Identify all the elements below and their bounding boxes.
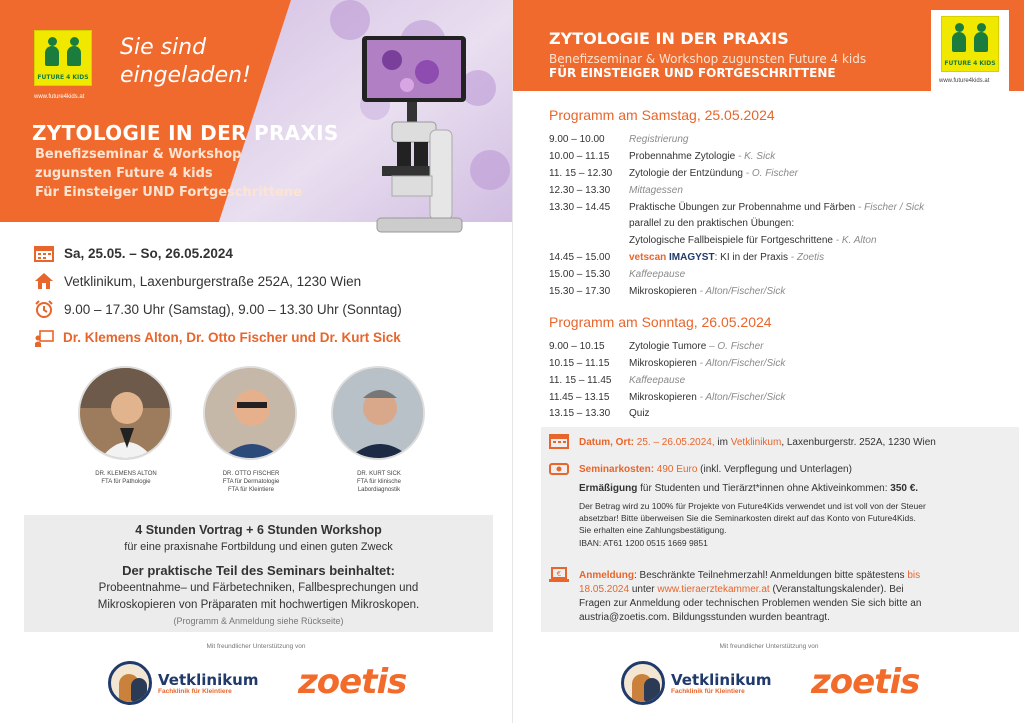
list-item: 14.45 – 15.00 vetscan IMAGYST: KI in der Praxis - Zoetis (549, 252, 825, 263)
support-text: Mit freundlicher Unterstützung von (206, 643, 306, 650)
list-item: 11. 15 – 11.45 Kaffeepause (549, 375, 686, 386)
logo-url: www.future4kids.at (34, 94, 85, 100)
portrait-caption: DR. OTTO FISCHER FTA für Dermatologie FTA für Kleintiere (222, 471, 280, 493)
logo-tab (931, 10, 1009, 95)
calendar-icon (34, 244, 54, 262)
laptop-icon (549, 567, 569, 583)
imagyst-brand: IMAGYST (669, 252, 715, 263)
registration-line: austria@zoetis.com. Bildungsstunden wurden beantragt. (579, 612, 830, 623)
list-item: 13.30 – 14.45 Praktische Übungen zur Probennahme und Färben - Fischer / Sick (549, 202, 925, 213)
vet-name: Vetklinikum (158, 670, 259, 689)
zoetis-logo: zoetis (298, 662, 407, 702)
calendar-icon (549, 433, 569, 449)
list-item: 12.30 – 13.30 Mittagessen (549, 185, 683, 196)
portrait-caption: DR. KLEMENS ALTON FTA für Pathologie (95, 471, 157, 485)
vetklinikum-logo (108, 661, 259, 705)
box-line: für eine praxisnahe Fortbildung und einen guten Zweck (124, 541, 393, 553)
vetklinikum-logo (621, 661, 772, 705)
invite-text (120, 34, 251, 90)
vet-sub: Fachklinik für Kleintiere (671, 687, 745, 695)
invite-line-2: eingeladen! (120, 63, 251, 88)
list-item: 10.00 – 11.15 Probennahme Zytologie - K. Sick (549, 151, 776, 162)
date-text: Sa, 25.05. – So, 26.05.2024 (64, 245, 233, 261)
box-line: Probeentnahme– und Färbetechniken, Fallbesprechungen und (98, 582, 419, 594)
box-note: (Programm & Anmeldung siehe Rückseite) (173, 616, 344, 626)
registration-line: Fragen zur Anmeldung oder technischen Problemen wenden Sie sich bitte an (579, 598, 922, 609)
invite-line-1: Sie sind (120, 35, 207, 60)
microscope-image (352, 30, 472, 240)
money-icon (549, 460, 569, 476)
logo-brand: FUTURE 4 KIDS (944, 60, 996, 67)
list-item: 11.45 – 13.15 Mikroskopieren - Alton/Fischer/Sick (549, 392, 786, 403)
sunday-heading: Programm am Sonntag, 26.05.2024 (549, 314, 772, 330)
subtitle-line: Benefizseminar & Workshop zugunsten Future 4 kids (549, 52, 867, 66)
fine-print: absetzbar! Bitte überweisen Sie die Seminarkosten direkt auf das Konto von Future4Kids. (579, 513, 916, 523)
list-item: 15.00 – 15.30 Kaffeepause (549, 269, 686, 280)
list-item: 15.30 – 17.30 Mikroskopieren - Alton/Fischer/Sick (549, 286, 786, 297)
list-item: 13.15 – 13.30 Quiz (549, 408, 650, 419)
box-headline: 4 Stunden Vortrag + 6 Stunden Workshop (135, 523, 382, 537)
avatar (78, 366, 172, 460)
zoetis-logo: zoetis (811, 662, 920, 702)
page-title: ZYTOLOGIE IN DER PRAXIS (549, 29, 789, 48)
event-time (34, 300, 402, 318)
logo-brand: FUTURE 4 KIDS (37, 74, 89, 81)
svg-text:€: € (556, 570, 562, 578)
portrait-caption: DR. KURT SICK FTA für klinische Labordiagnostik (357, 471, 401, 493)
event-location (34, 272, 361, 290)
list-item: 9.00 – 10.15 Zytologie Tumore – O. Fischer (549, 341, 764, 352)
back-page (512, 0, 1024, 723)
vetscan-brand: vetscan (629, 252, 667, 263)
support-text: Mit freundlicher Unterstützung von (719, 643, 819, 650)
blood-cell (470, 150, 510, 190)
subtitle-line: Für Einsteiger UND Fortgeschrittene (35, 185, 302, 200)
list-item: parallel zu den praktischen Übungen: (629, 218, 795, 229)
future4kids-logo (34, 30, 92, 86)
logo-url: www.future4kids.at (939, 78, 990, 84)
list-item: 11. 15 – 12.30 Zytologie der Entzündung - O. Fischer (549, 168, 798, 179)
iban: IBAN: AT61 1200 0515 1669 9851 (579, 538, 708, 548)
vet-sub: Fachklinik für Kleintiere (158, 687, 232, 695)
box-line: Mikroskopieren von Präparaten mit hochwertigen Mikroskopen. (97, 599, 420, 611)
fine-print: Der Betrag wird zu 100% für Projekte von Future4Kids verwendet und ist voll von der Steuer (579, 501, 926, 511)
registration-line: Anmeldung: Beschränkte Teilnehmerzahl! Anmeldungen bitte spätestens bis (579, 570, 921, 581)
page-title: ZYTOLOGIE IN DER PRAXIS (32, 121, 339, 145)
event-date (34, 244, 233, 262)
subtitle-line: zugunsten Future 4 kids (35, 166, 213, 181)
discount-line: Ermäßigung für Studenten und Tierärzt*innen ohne Aktiveinkommen: 350 €. (579, 483, 919, 494)
future4kids-logo (941, 16, 999, 72)
alarm-clock-icon (34, 300, 54, 318)
subtitle-line: Benefizseminar & Workshop (35, 147, 242, 162)
cost-line: Seminarkosten: 490 Euro (inkl. Verpflegung und Unterlagen) (579, 464, 852, 475)
list-item: 10.15 – 11.15 Mikroskopieren - Alton/Fischer/Sick (549, 358, 786, 369)
list-item: Zytologische Fallbeispiele für Fortgeschrittene - K. Alton (629, 235, 877, 246)
box-headline: Der praktische Teil des Seminars beinhaltet: (122, 563, 395, 578)
registration-link[interactable]: www.tieraerztekammer.at (657, 584, 770, 595)
list-item: 9.00 – 10.00 Registrierung (549, 134, 689, 145)
summary-box (24, 515, 493, 632)
registration-line: 18.05.2024 unter www.tieraerztekammer.at (Veranstaltungskalender). Bei (579, 584, 904, 595)
location-text: Vetklinikum, Laxenburgerstraße 252A, 1230 Wien (64, 273, 362, 289)
fine-print: Sie erhalten eine Zahlungsbestätigung. (579, 525, 727, 535)
avatar (203, 366, 297, 460)
date-place-line: Datum, Ort: 25. – 26.05.2024, im Vetklinikum, Laxenburgerstr. 252A, 1230 Wien (579, 437, 936, 448)
time-text: 9.00 – 17.30 Uhr (Samstag), 9.00 – 13.30 Uhr (Sonntag) (64, 301, 402, 317)
vet-name: Vetklinikum (671, 670, 772, 689)
subtitle-line: FÜR EINSTEIGER UND FORTGESCHRITTENE (549, 66, 836, 80)
speakers-line: Dr. Klemens Alton, Dr. Otto Fischer und Dr. Kurt Sick (63, 330, 401, 345)
saturday-heading: Programm am Samstag, 25.05.2024 (549, 107, 775, 123)
avatar (331, 366, 425, 460)
presenter-icon (34, 330, 54, 348)
home-icon (34, 272, 54, 290)
